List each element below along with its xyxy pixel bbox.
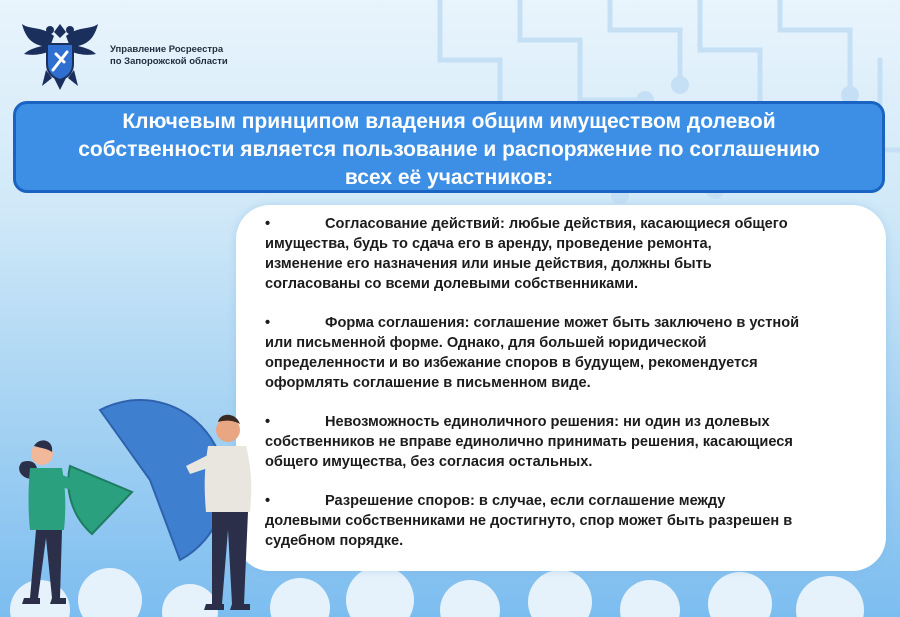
item-line: или письменной форме. Однако, для большей юридической <box>265 335 707 351</box>
organization-name <box>110 44 228 68</box>
headline-line-3: всех её участников: <box>344 166 554 189</box>
headline-banner <box>13 101 885 193</box>
item-line: судебном порядке. <box>265 533 404 549</box>
bullet: • <box>265 493 271 509</box>
bullet: • <box>265 216 271 232</box>
org-line-2: по Запорожской области <box>110 56 228 67</box>
list-item <box>265 412 868 472</box>
headline-line-2: собственности является пользование и распоряжение по соглашению <box>78 138 820 161</box>
item-line: Согласование действий: любые действия, касающиеся общего <box>325 216 788 232</box>
people-sharing-pie-chart-illustration <box>0 370 290 617</box>
item-line: определенности и во избежание споров в будущем, рекомендуется <box>265 355 758 371</box>
item-line: имущества, будь то сдача его в аренду, проведение ремонта, <box>265 236 712 252</box>
list-item <box>265 313 868 393</box>
item-line: Невозможность единоличного решения: ни один из долевых <box>325 414 770 430</box>
item-line: собственников не вправе единолично принимать решения, касающиеся <box>265 434 793 450</box>
pie-chart-green-piece <box>68 466 132 534</box>
bullet: • <box>265 414 271 430</box>
content-card <box>236 205 886 571</box>
list-item <box>265 491 868 551</box>
item-line: изменение его назначения или иные действия, должны быть <box>265 256 712 272</box>
item-line: долевыми собственниками не достигнуто, спор может быть разрешен в <box>265 513 793 529</box>
double-headed-eagle-emblem-icon <box>20 14 100 92</box>
org-line-1: Управление Росреестра <box>110 44 224 55</box>
item-line: оформлять соглашение в письменном виде. <box>265 375 591 391</box>
item-line: общего имущества, без согласия остальных. <box>265 454 593 470</box>
list-item <box>265 214 868 294</box>
headline-line-1: Ключевым принципом владения общим имуществом долевой <box>122 110 776 133</box>
item-line: Разрешение споров: в случае, если соглашение между <box>325 493 726 509</box>
item-line: Форма соглашения: соглашение может быть заключено в устной <box>325 315 800 331</box>
bullet: • <box>265 315 271 331</box>
item-line: согласованы со всеми долевыми собственниками. <box>265 276 639 292</box>
